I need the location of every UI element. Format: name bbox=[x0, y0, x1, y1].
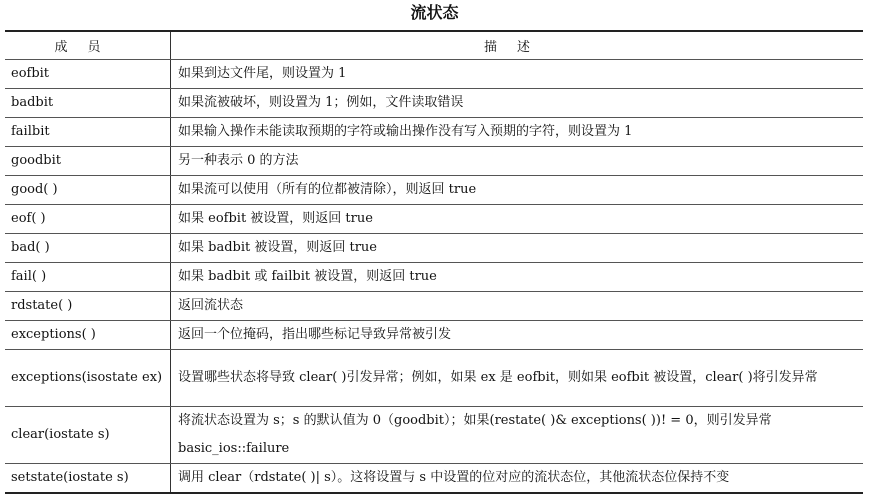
table-row bbox=[5, 464, 863, 494]
table-row bbox=[5, 205, 863, 234]
description-cell: 设置哪些状态将导致 clear( )引发异常；例如，如果 ex 是 eofbit，则如果 eofbit 被设置，clear( )将引发异常 bbox=[171, 350, 864, 407]
table-header-row bbox=[5, 31, 863, 60]
table-row bbox=[5, 234, 863, 263]
table-row bbox=[5, 321, 863, 350]
member-cell: fail( ) bbox=[5, 263, 171, 292]
stream-state-table bbox=[5, 30, 863, 494]
member-cell: eofbit bbox=[5, 60, 171, 89]
table-row bbox=[5, 60, 863, 89]
member-cell: goodbit bbox=[5, 147, 171, 176]
member-cell: exceptions(isostate ex) bbox=[5, 350, 171, 407]
table-row bbox=[5, 176, 863, 205]
description-cell: 将流状态设置为 s；s 的默认值为 0（goodbit）；如果(restate( )& exceptions( ))! = 0，则引发异常 basic_ios::failure bbox=[171, 407, 864, 464]
table-row bbox=[5, 147, 863, 176]
table-title: 流状态 bbox=[410, 3, 459, 22]
table-row bbox=[5, 263, 863, 292]
member-cell: failbit bbox=[5, 118, 171, 147]
member-cell: bad( ) bbox=[5, 234, 171, 263]
table-row bbox=[5, 292, 863, 321]
member-cell: good( ) bbox=[5, 176, 171, 205]
description-cell: 另一种表示 0 的方法 bbox=[171, 147, 864, 176]
description-cell: 如果流可以使用（所有的位都被清除），则返回 true bbox=[171, 176, 864, 205]
table-row bbox=[5, 407, 863, 464]
member-cell: rdstate( ) bbox=[5, 292, 171, 321]
table-row bbox=[5, 350, 863, 407]
member-cell: eof( ) bbox=[5, 205, 171, 234]
description-cell: 如果输入操作未能读取预期的字符或输出操作没有写入预期的字符，则设置为 1 bbox=[171, 118, 864, 147]
table-row bbox=[5, 89, 863, 118]
header-member: 成员 bbox=[5, 31, 171, 60]
description-cell: 返回一个位掩码，指出哪些标记导致异常被引发 bbox=[171, 321, 864, 350]
table-row bbox=[5, 118, 863, 147]
description-cell: 如果到达文件尾，则设置为 1 bbox=[171, 60, 864, 89]
description-cell: 如果 badbit 或 failbit 被设置，则返回 true bbox=[171, 263, 864, 292]
description-cell: 如果 eofbit 被设置，则返回 true bbox=[171, 205, 864, 234]
member-cell: badbit bbox=[5, 89, 171, 118]
member-cell: setstate(iostate s) bbox=[5, 464, 171, 494]
description-cell: 如果流被破坏，则设置为 1；例如，文件读取错误 bbox=[171, 89, 864, 118]
member-cell: clear(iostate s) bbox=[5, 407, 171, 464]
member-cell: exceptions( ) bbox=[5, 321, 171, 350]
header-description: 描述 bbox=[171, 31, 864, 60]
description-cell: 返回流状态 bbox=[171, 292, 864, 321]
description-cell: 如果 badbit 被设置，则返回 true bbox=[171, 234, 864, 263]
description-cell: 调用 clear（rdstate( )| s）。这将设置与 s 中设置的位对应的流状态位，其他流状态位保持不变 bbox=[171, 464, 864, 494]
